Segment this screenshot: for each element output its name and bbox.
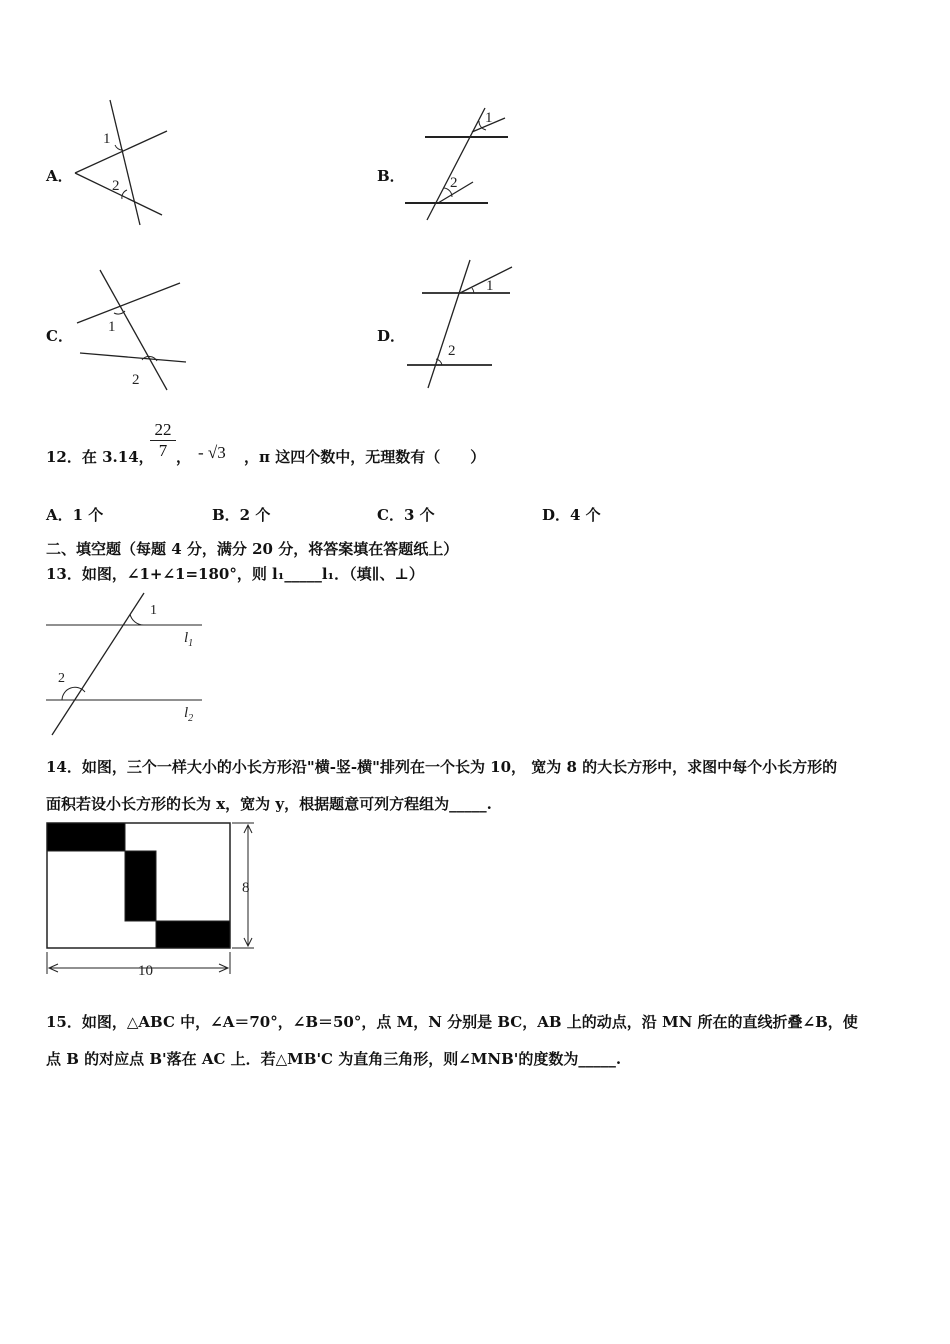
q15-line2: 点 B 的对应点 B'落在 AC 上．若△MB'C 为直角三角形，则∠MNB'的度数为_____. xyxy=(46,1050,622,1068)
option-b-angle1: 1 xyxy=(485,110,493,126)
q12-prefix: 12．在 3.14， xyxy=(46,448,154,466)
q13-line-l2-label: $l_2$ xyxy=(184,705,194,724)
q14-line2: 面积若设小长方形的长为 x，宽为 y，根据题意可列方程组为_____. xyxy=(46,795,492,813)
q13-figure xyxy=(44,590,209,738)
option-c-label: C． xyxy=(46,327,73,345)
q12-frac-numerator: 22 xyxy=(150,420,176,441)
q12-choice-b: B．2 个 xyxy=(212,506,271,524)
q14-line1: 14．如图，三个一样大小的小长方形沿"横-竖-横"排列在一个长为 10， 宽为 8 的大长方形中，求图中每个小长方形的 xyxy=(46,758,838,776)
q12-choice-c: C．3 个 xyxy=(377,506,435,524)
option-d-angle2: 2 xyxy=(448,343,456,359)
q12-fraction xyxy=(150,420,176,461)
q13-angle1-label: 1 xyxy=(150,603,157,618)
option-c-figure xyxy=(72,265,192,395)
q12-choice-d: D．4 个 xyxy=(542,506,601,524)
q13-text: 13．如图，∠1+∠1=180°，则 l₁_____l₁．（填∥、⊥） xyxy=(46,565,424,583)
option-c-angle1: 1 xyxy=(108,319,116,335)
option-c-angle2: 2 xyxy=(132,372,140,388)
q12-choice-a: A．1 个 xyxy=(46,506,104,524)
q13-line-l1-label: $l_1$ xyxy=(184,630,194,649)
option-b-angle2: 2 xyxy=(450,175,458,191)
option-a-angle2: 2 xyxy=(112,178,120,194)
q14-dim-width: 10 xyxy=(138,963,153,979)
option-d-label: D． xyxy=(377,327,406,345)
q12-rest: ，π 这四个数中，无理数有（ ） xyxy=(244,448,486,466)
q12-sep1: ， xyxy=(176,448,192,466)
q15-line1: 15．如图，△ABC 中，∠A＝70°，∠B＝50°，点 M，N 分别是 BC，AB 上的动点，沿 MN 所在的直线折叠∠B，使 xyxy=(46,1013,858,1031)
option-b-figure xyxy=(400,100,515,225)
option-a-angle1: 1 xyxy=(103,131,111,147)
q12-frac-denominator: 7 xyxy=(158,441,168,460)
option-d-figure xyxy=(402,255,517,395)
option-a-figure xyxy=(70,95,180,230)
option-b-label: B． xyxy=(377,167,405,185)
option-d-angle1: 1 xyxy=(486,278,494,294)
q14-figure xyxy=(44,820,259,980)
option-a-label: A． xyxy=(46,167,73,185)
section2-heading: 二、填空题（每题 4 分，满分 20 分，将答案填在答题纸上） xyxy=(46,540,459,558)
q12-neg-sqrt: - √3 xyxy=(198,443,226,462)
q14-dim-height: 8 xyxy=(242,880,250,896)
q13-angle2-label: 2 xyxy=(58,671,65,686)
